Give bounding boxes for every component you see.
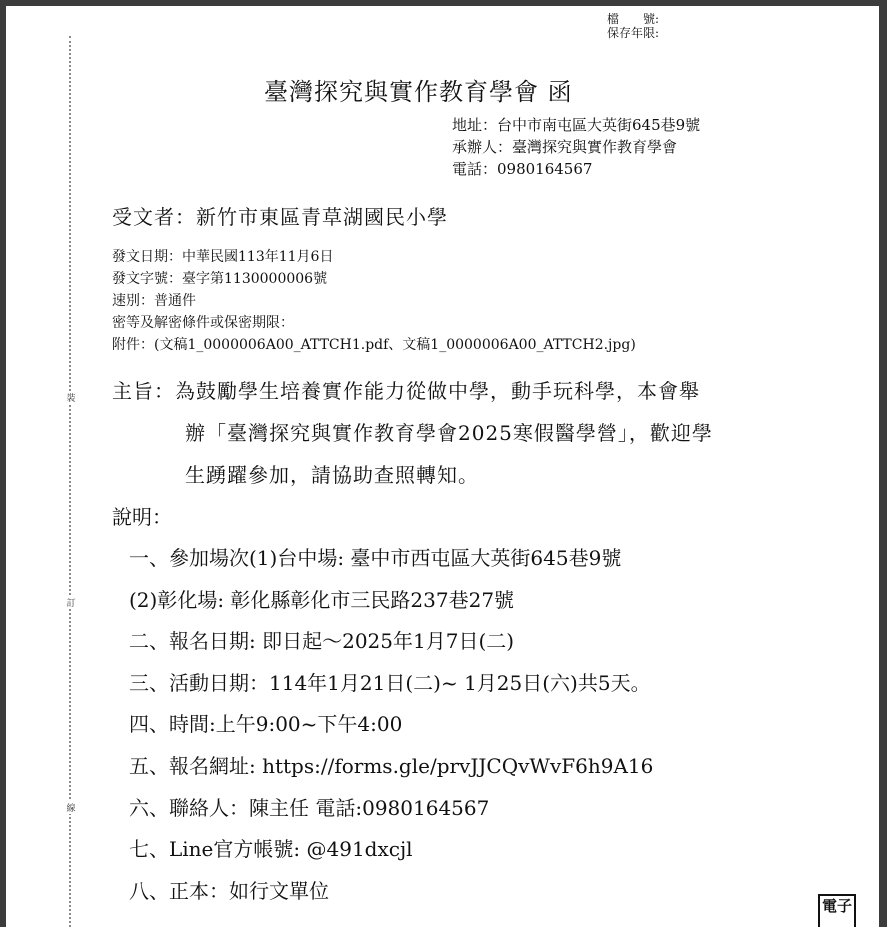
binding-mark-ding: 訂: [64, 596, 78, 609]
sender-address: 地址：台中市南屯區大英街645巷9號: [452, 116, 701, 134]
sender-info: [452, 114, 700, 180]
subject-section: [112, 370, 713, 496]
subject-line-2: 辦「臺灣探究與實作教育學會2025寒假醫學營」，歡迎學: [185, 421, 713, 445]
binding-line: [69, 36, 71, 927]
explanation-item: 三、活動日期：114年1月21日(二)~ 1月25日(六)共5天。: [129, 670, 651, 695]
binding-mark-xian: 線: [64, 801, 78, 814]
recipient: 受文者：新竹市東區青草湖國民小學: [112, 205, 448, 229]
archive-info: [607, 12, 659, 40]
binding-mark-zhuang: 裝: [64, 391, 78, 404]
explanation-list: [129, 538, 653, 912]
document-meta: [112, 246, 636, 356]
explanation-item: 二、報名日期: 即日起～2025年1月7日(二): [129, 629, 515, 654]
explanation-item: 八、正本：如行文單位: [129, 878, 329, 903]
file-number-label: 檔 號:: [607, 12, 660, 26]
secrecy-level: 密等及解密條件或保密期限：: [112, 315, 294, 331]
issue-date: 發文日期：中華民國113年11月6日: [112, 249, 334, 265]
subject-line-1: 主旨：為鼓勵學生培養實作能力從做中學，動手玩科學，本會舉: [112, 379, 700, 403]
document-page: [6, 6, 879, 927]
explanation-item: 六、聯絡人：陳主任 電話:0980164567: [129, 795, 490, 820]
subject-line-3: 生踴躍參加，請協助查照轉知。: [185, 463, 479, 487]
delivery-speed: 速別：普通件: [112, 293, 196, 309]
document-number: 發文字號：臺字第1130000006號: [112, 271, 328, 287]
sender-contact: 承辦人：臺灣探究與實作教育學會: [452, 138, 678, 156]
explanation-item: 五、報名網址: https://forms.gle/prvJJCQvWvF6h9A16: [129, 753, 654, 778]
attachments: 附件：(文稿1_0000006A00_ATTCH1.pdf、文稿1_0000006A00_ATTCH2.jpg): [112, 337, 636, 353]
explanation-item: 七、Line官方帳號: @491dxcjl: [129, 837, 413, 862]
explanation-item: 一、參加場次(1)台中場: 臺中市西屯區大英街645巷9號: [129, 546, 622, 570]
sender-phone: 電話：0980164567: [452, 160, 593, 178]
electronic-stamp: 電子: [818, 894, 856, 927]
retention-period-label: 保存年限:: [607, 26, 660, 40]
explanation-item: 四、時間:上午9:00~下午4:00: [129, 712, 403, 737]
document-title: 臺灣探究與實作教育學會 函: [264, 78, 573, 106]
explanation-heading: 說明：: [112, 505, 172, 529]
explanation-item: (2)彰化場: 彰化縣彰化市三民路237巷27號: [129, 587, 515, 612]
